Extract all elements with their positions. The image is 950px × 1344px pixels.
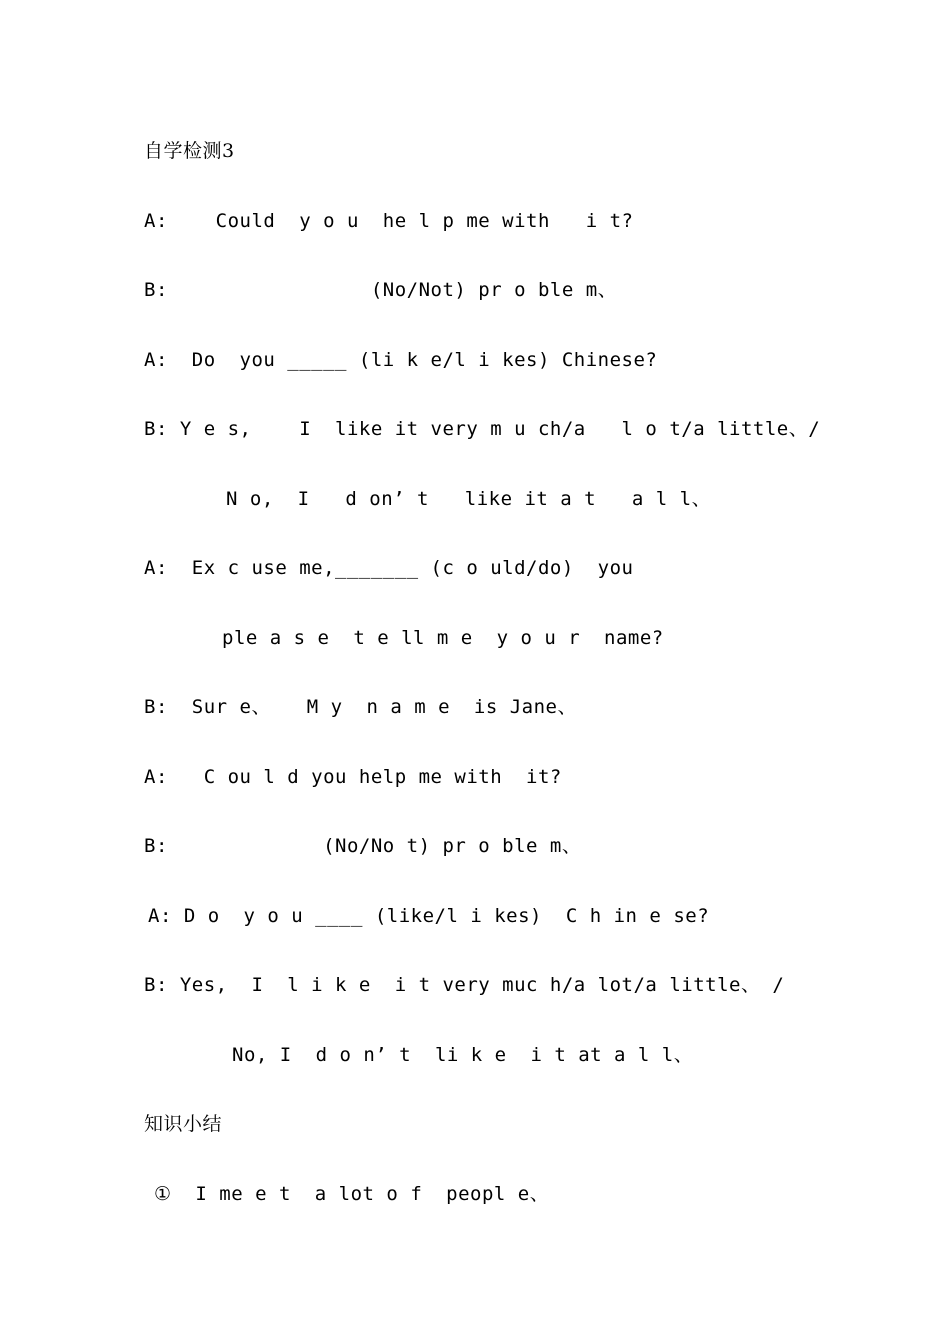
dialogue-line-continuation: ple a s e t e ll m e y o u r name?	[222, 627, 664, 649]
dialogue-line: A: C ou l d you help me with it?	[144, 766, 562, 788]
dialogue-line: B: Yes, I l i k e i t very muc h/a lot/a little、 /	[144, 974, 785, 996]
dialogue-line: A: D o y o u ____ (like/l i kes) C h in e se?	[148, 905, 710, 927]
dialogue-line: B: Y e s, I like it very m u ch/a l o t/a little、/	[144, 418, 821, 440]
dialogue-line: A: Do you _____ (li k e/l i kes) Chinese?	[144, 349, 658, 371]
dialogue-line-continuation: N o, I d on’ t like it a t a l l、	[226, 488, 712, 510]
dialogue-line: B: (No/No t) pr o ble m、	[144, 835, 582, 857]
dialogue-line: B: Sur e、 M y n a m e is Jane、	[144, 696, 577, 718]
dialogue-line: B: (No/Not) pr o ble m、	[144, 279, 618, 301]
dialogue-line: A: Could y o u he l p me with i t?	[144, 210, 634, 232]
dialogue-line: A: Ex c use me,_______ (c o uld/do) you	[144, 557, 634, 579]
summary-item: ① I me e t a lot o f peopl e、	[154, 1183, 550, 1205]
dialogue-line-continuation: No, I d o n’ t li k e i t at a l l、	[232, 1044, 694, 1066]
section-title-summary: 知识小结	[144, 1113, 223, 1135]
section-title-self-test: 自学检测3	[144, 140, 235, 162]
